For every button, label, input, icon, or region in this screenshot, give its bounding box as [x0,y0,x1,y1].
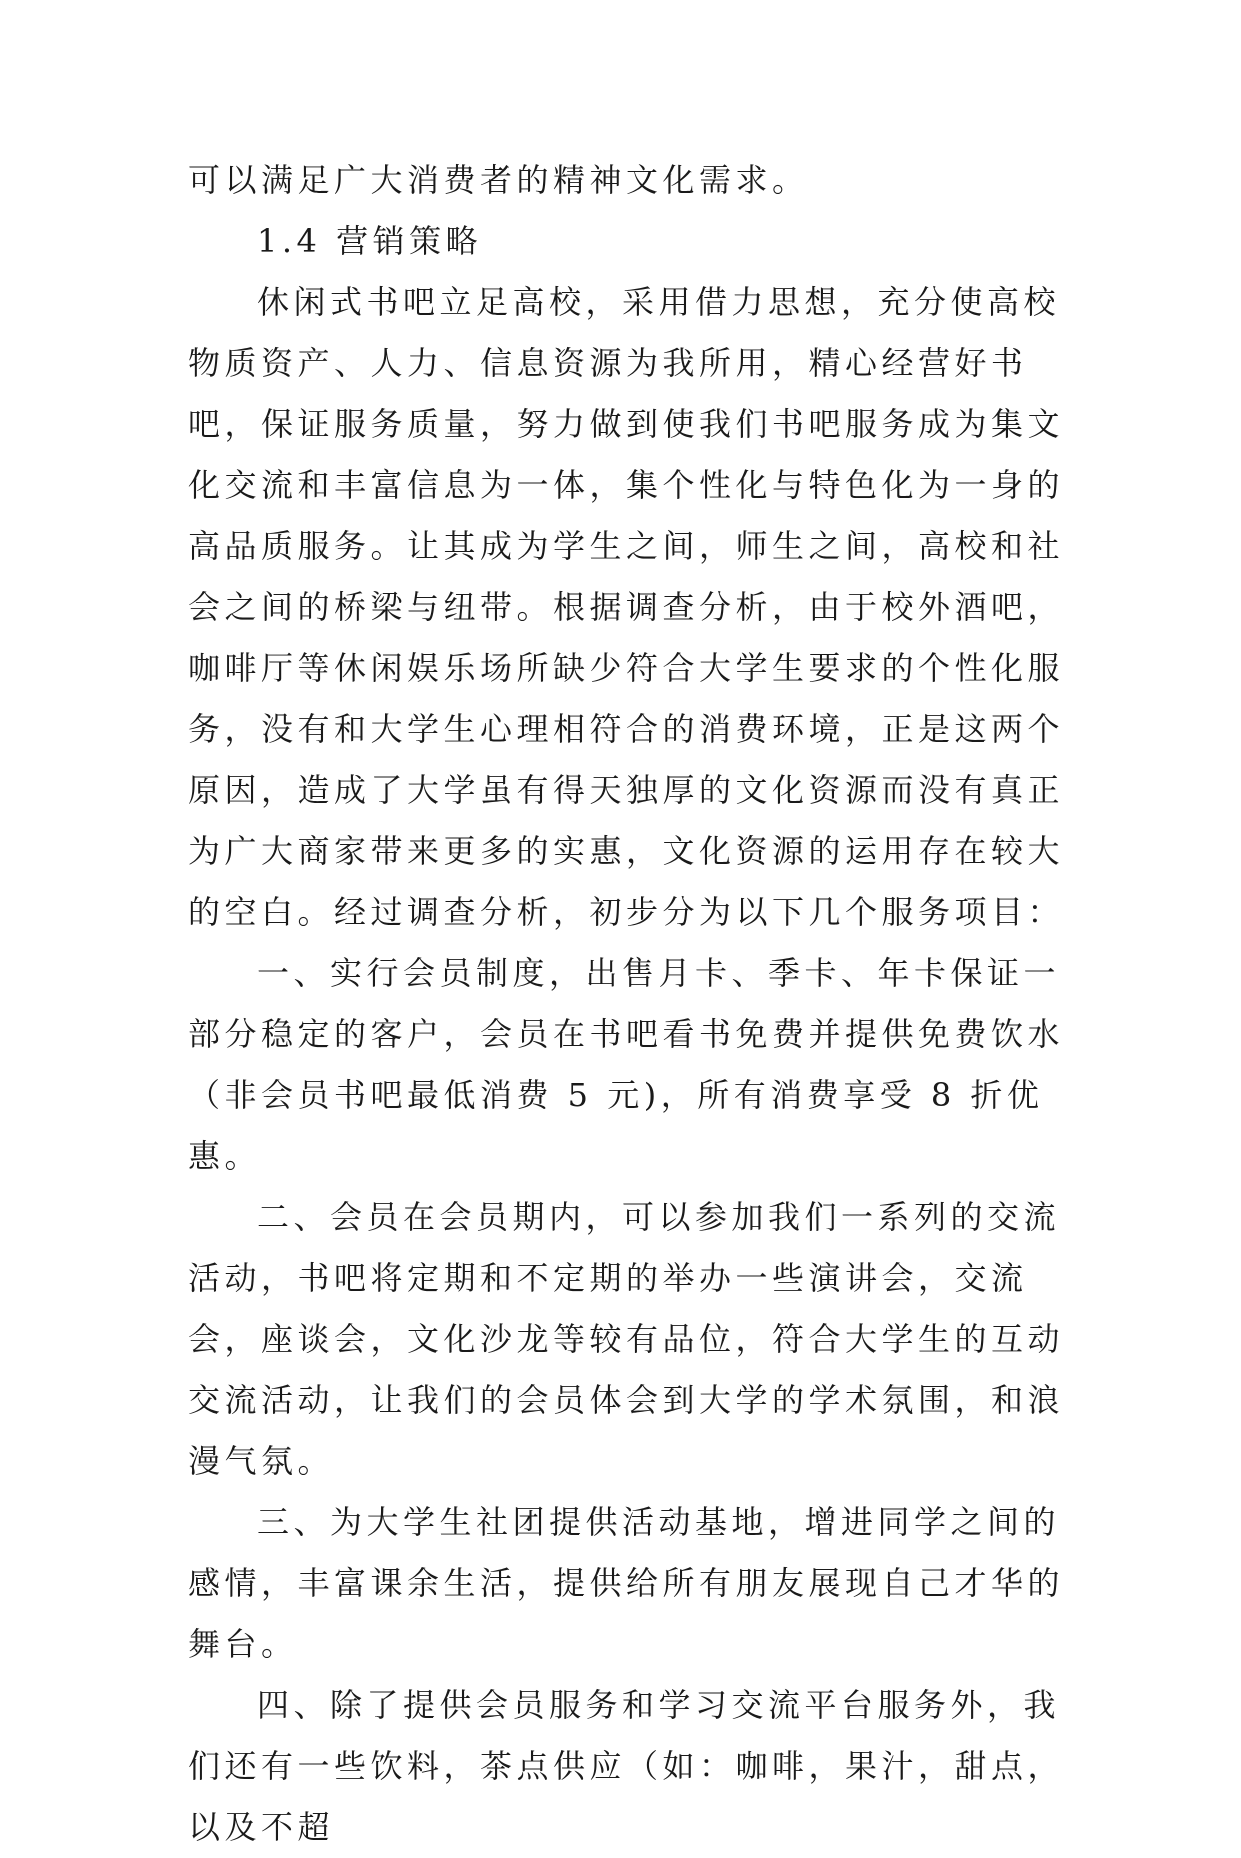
section-heading: 1.4 营销策略 [257,222,483,260]
paragraph-item-two: 二、会员在会员期内，可以参加我们一系列的交流活动，书吧将定期和不定期的举办一些演讲会，交流会，座谈会，文化沙龙等较有品位，符合大学生的互动交流活动，让我们的会员体会到大学的学术氛围，和浪漫气氛。 [188,1198,1065,1480]
paragraph-item-three: 三、为大学生社团提供活动基地，增进同学之间的感情，丰富课余生活，提供给所有朋友展现自己才华的舞台。 [188,1503,1065,1663]
paragraph-continuation: 可以满足广大消费者的精神文化需求。 [188,161,809,199]
paragraph-item-one: 一、实行会员制度，出售月卡、季卡、年卡保证一部分稳定的客户，会员在书吧看书免费并提供免费饮水（非会员书吧最低消费 5 元)，所有消费享受 8 折优惠。 [188,954,1065,1175]
paragraph-marketing-strategy: 休闲式书吧立足高校，采用借力思想，充分使高校物质资产、人力、信息资源为我所用，精心经营好书吧，保证服务质量，努力做到使我们书吧服务成为集文化交流和丰富信息为一体，集个性化与特色化为一身的高品质服务。让其成为学生之间，师生之间，高校和社会之间的桥梁与纽带。根据调查分析，由于校外酒吧，咖啡厅等休闲娱乐场所缺少符合大学生要求的个性化服务，没有和大学生心理相符合的消费环境，正是这两个原因，造成了大学虽有得天独厚的文化资源而没有真正为广大商家带来更多的实惠，文化资源的运用存在较大的空白。经过调查分析，初步分为以下几个服务项目： [188,283,1065,931]
document-body [188,150,1068,1858]
paragraph-item-four: 四、除了提供会员服务和学习交流平台服务外，我们还有一些饮料，茶点供应（如：咖啡，果汁，甜点，以及不超 [188,1686,1065,1846]
